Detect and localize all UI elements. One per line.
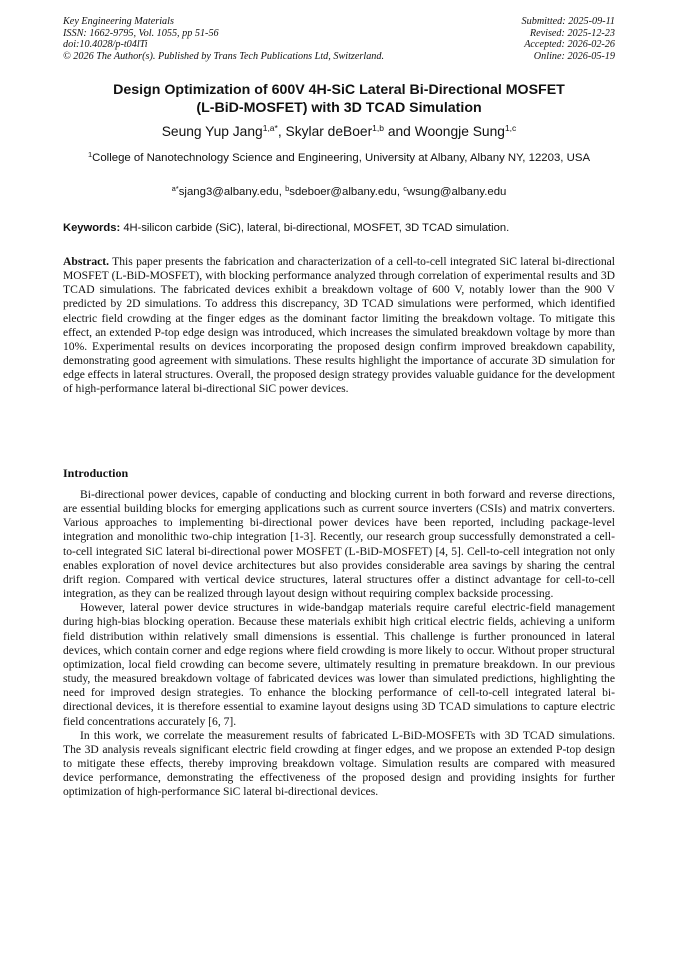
email-address[interactable]: wsung@albany.edu (406, 186, 507, 198)
journal-name: Key Engineering Materials (63, 16, 174, 27)
paper-title (40, 81, 638, 117)
submission-dates (522, 16, 615, 62)
affiliation-text: College of Nanotechnology Science and Engineering, University at Albany, Albany NY, 12203, USA (92, 152, 591, 164)
paragraph: Bi-directional power devices, capable of conducting and blocking current in both forward and reverse directions, are essential building blocks for emerging applications such as current source inverters (CSIs) and matrix converters. Various approaches to implementing bi-directional power devices have been reported, including package-level integration and monolithic two-chip integration [1-3]. Recently, our research group successfully demonstrated a cell-to-cell integrated SiC lateral bi-directional power MOSFET (L-BiD-MOSFET) [4, 5]. Cell-to-cell integration not only enables exploration of novel device architectures but also provides considerable area savings by sharing the central drift region. Compared with vertical device structures, lateral structures offer a distinct advantage for cell-to-cell integration, as they can be realized through layout design without requiring complex backside processing. (63, 488, 615, 601)
email-list (63, 184, 615, 200)
introduction-body (63, 488, 615, 799)
abstract-label: Abstract. (63, 255, 110, 268)
issn-volume: ISSN: 1662-9795, Vol. 1055, pp 51-56 (63, 27, 219, 39)
author-superscript: 1,c (504, 123, 517, 133)
abstract-text: This paper presents the fabrication and characterization of a cell-to-cell integrated SiC lateral bi-directional MOSFET (L-BiD-MOSFET), with blocking performance analyzed through correlation of experimental results and 3D TCAD simulations. The fabricated devices exhibit a breakdown voltage of 600 V, notably lower than the 900 V predicted by 2D simulations. To address this discrepancy, 3D TCAD simulations were performed, which identified electric field crowding at the finger edges as the dominant factor limiting the breakdown voltage. To mitigate this effect, an extended P-top edge design was introduced, which increases the simulated breakdown voltage by more than 10%. Experimental results on devices incorporating the proposed design confirm improved breakdown capability, demonstrating good agreement with simulations. These results highlight the importance of accurate 3D simulation for edge effects in lateral structures. Overall, the proposed design strategy provides valuable guidance for the development of high-performance lateral bi-directional SiC power devices. (63, 255, 615, 396)
email-superscript: c (403, 184, 407, 193)
author-superscript: 1,a* (262, 123, 278, 133)
section-heading-introduction: Introduction (63, 466, 129, 480)
email-address[interactable]: sjang3@albany.edu (178, 186, 279, 198)
affiliation (63, 150, 615, 166)
author-list (40, 123, 638, 141)
title-line-1: Design Optimization of 600V 4H-SiC Lateral Bi-Directional MOSFET (113, 82, 565, 98)
author-separator: and (384, 124, 415, 139)
doi[interactable]: doi:10.4028/p-t04lTi (63, 39, 148, 50)
email-address[interactable]: sdeboer@albany.edu (289, 186, 397, 198)
copyright: © 2026 The Author(s). Published by Trans Tech Publications Ltd, Switzerland. (63, 50, 385, 62)
keywords-text: 4H-silicon carbide (SiC), lateral, bi-directional, MOSFET, 3D TCAD simulation. (123, 222, 510, 234)
revised-date: Revised: 2025-12-23 (529, 27, 615, 39)
email-separator: , (396, 186, 404, 198)
author-name: Woongje Sung (414, 124, 505, 139)
author-name: Seung Yup Jang (161, 124, 263, 139)
online-date: Online: 2026-05-19 (533, 50, 615, 62)
submitted-date: Submitted: 2025-09-11 (521, 16, 615, 27)
abstract (63, 255, 615, 397)
keywords (63, 220, 615, 236)
journal-info (63, 16, 384, 62)
author-superscript: 1,b (372, 123, 384, 133)
title-line-2: (L-BiD-MOSFET) with 3D TCAD Simulation (196, 100, 482, 116)
email-separator: , (278, 186, 286, 198)
author-separator: , (277, 124, 286, 139)
accepted-date: Accepted: 2026-02-26 (524, 39, 615, 50)
paragraph: However, lateral power device structures in wide-bandgap materials require careful electric-field management during high-bias blocking operation. Because these materials exhibit high critical electric fields, achieving a uniform field distribution within relatively small dimensions is essential. This challenge is further pronounced in lateral devices, which contain corner and edge regions where field crowding is more likely to occur. Without proper structural optimization, local field crowding can become severe, ultimately resulting in premature breakdown. In our previous study, the measured breakdown voltage of fabricated devices was lower than simulated predictions, highlighting the need for improved design strategies. To enhance the blocking performance of cell-to-cell integrated lateral bi-directional devices, it is therefore essential to examine layout designs using 3D TCAD simulations to capture electric field concentrations accurately [6, 7]. (63, 601, 615, 728)
author-name: Skylar deBoer (285, 124, 373, 139)
keywords-label: Keywords: (63, 222, 121, 234)
paragraph: In this work, we correlate the measurement results of fabricated L-BiD-MOSFETs with 3D TCAD simulations. The 3D analysis reveals significant electric field crowding at finger edges, and we propose an extended P-top design to mitigate these effects, thereby improving breakdown voltage. Simulation results are compared with measured device performance, demonstrating the effectiveness of the proposed design and providing insights for further optimization of high-performance SiC lateral bi-directional devices. (63, 728, 615, 799)
email-superscript: b (285, 184, 290, 193)
email-superscript: a* (171, 184, 179, 193)
affiliation-superscript: 1 (87, 150, 93, 159)
